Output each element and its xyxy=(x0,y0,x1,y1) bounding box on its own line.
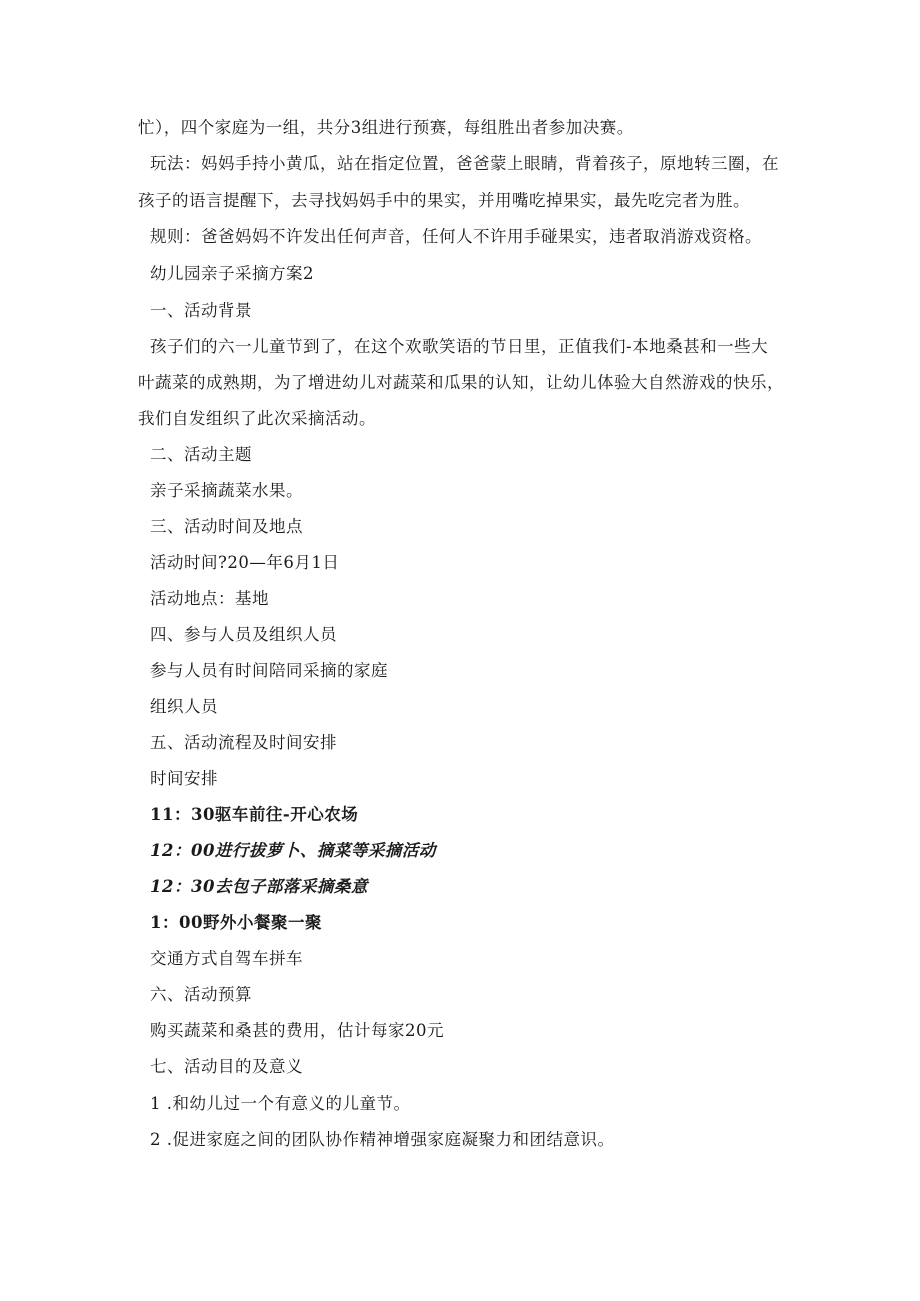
text-line: 我们自发组织了此次采摘活动。 xyxy=(138,409,376,428)
text-line: 规则：爸爸妈妈不许发出任何声音，任何人不许用手碰果实，违者取消游戏资格。 xyxy=(150,227,762,246)
heading: 四、参与人员及组织人员 xyxy=(150,625,337,644)
text-line: 交通方式自驾车拼车 xyxy=(150,949,303,968)
list-item: 1 .和幼儿过一个有意义的儿童节。 xyxy=(150,1094,411,1113)
heading: 二、活动主题 xyxy=(150,445,252,464)
schedule-item: 11：30驱车前往-开心农场 xyxy=(150,805,359,824)
text-line: 组织人员 xyxy=(150,697,218,716)
text-line: 亲子采摘蔬菜水果。 xyxy=(150,481,303,500)
text-line: 孩子们的六一儿童节到了，在这个欢歌笑语的节日里，正值我们-本地桑甚和一些大 xyxy=(150,337,769,356)
text-line: 叶蔬菜的成熟期，为了增进幼儿对蔬菜和瓜果的认知，让幼儿体验大自然游戏的快乐， xyxy=(138,373,784,392)
heading: 七、活动目的及意义 xyxy=(150,1057,303,1076)
schedule-item: 12：00进行拔萝卜、摘菜等采摘活动 xyxy=(150,841,436,860)
text-line: 孩子的语言提醒下，去寻找妈妈手中的果实，并用嘴吃掉果实，最先吃完者为胜。 xyxy=(138,191,750,210)
text-line: 活动地点：基地 xyxy=(150,589,269,608)
list-item: 2 .促进家庭之间的团队协作精神增强家庭凝聚力和团结意识。 xyxy=(150,1130,615,1149)
text-line: 时间安排 xyxy=(150,769,218,788)
text-line: 玩法：妈妈手持小黄瓜，站在指定位置，爸爸蒙上眼睛，背着孩子，原地转三圈，在 xyxy=(150,154,779,173)
heading: 三、活动时间及地点 xyxy=(150,517,303,536)
heading: 五、活动流程及时间安排 xyxy=(150,733,337,752)
schedule-item: 12：30去包子部落采摘桑意 xyxy=(150,877,368,896)
heading: 六、活动预算 xyxy=(150,985,252,1004)
text-line: 参与人员有时间陪同采摘的家庭 xyxy=(150,661,388,680)
schedule-item: 1：00野外小餐聚一聚 xyxy=(150,913,322,932)
heading: 一、活动背景 xyxy=(150,301,252,320)
text-line: 活动时间?20—年6月1日 xyxy=(150,553,340,572)
text-line: 忙），四个家庭为一组，共分3组进行预赛，每组胜出者参加决赛。 xyxy=(138,118,634,137)
section-title: 幼儿园亲子采摘方案2 xyxy=(150,264,314,283)
text-line: 购买蔬菜和桑甚的费用，估计每家20元 xyxy=(150,1021,444,1040)
